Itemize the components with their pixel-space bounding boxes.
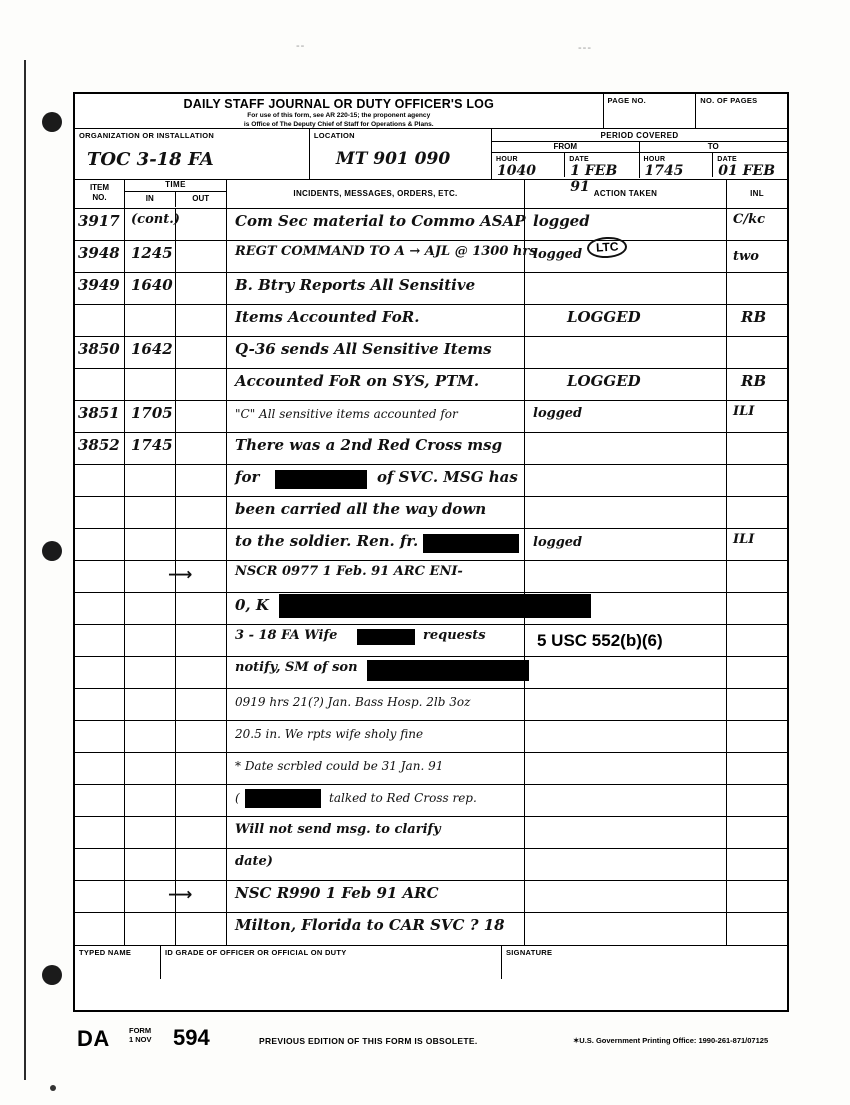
col-item-no	[75, 180, 125, 208]
scan-artifact-left: --	[296, 40, 306, 52]
redaction-bar	[367, 660, 529, 681]
redaction-bar	[245, 789, 321, 808]
table-row	[75, 689, 787, 721]
scan-edge-line	[24, 60, 26, 1080]
to-hour-value: 1745	[644, 163, 684, 179]
form-subtitle-1: For use of this form, see AR 220-15; the proponent agency	[247, 112, 431, 119]
col-incidents	[227, 180, 525, 208]
form-signature-band	[75, 945, 787, 979]
entry-incident: 0919 hrs 21(?) Jan. Bass Hosp. 2lb 3oz	[235, 695, 471, 709]
table-row	[75, 369, 787, 401]
da-form-594	[73, 92, 789, 1012]
entry-inl: ILI	[733, 532, 755, 547]
entry-item-no: 3852	[78, 436, 120, 454]
entry-incident: B. Btry Reports All Sensitive	[235, 276, 476, 294]
entry-incident: date)	[235, 854, 273, 869]
to-hour-cell	[640, 153, 714, 177]
entry-incident: * Date scrbled could be 31 Jan. 91	[235, 759, 444, 773]
punch-hole-middle	[42, 541, 62, 561]
period-from-block	[492, 142, 640, 195]
table-column-headers	[75, 179, 787, 209]
entry-incident-prefix: to the soldier. Ren. fr.	[235, 532, 419, 550]
col-incidents-label: INCIDENTS, MESSAGES, ORDERS, ETC.	[293, 189, 458, 198]
page-no-cell	[604, 94, 697, 128]
table-row	[75, 625, 787, 657]
punch-hole-top	[42, 112, 62, 132]
entry-action: LOGGED	[567, 372, 641, 390]
entry-inl: ILI	[733, 404, 755, 419]
table-row	[75, 209, 787, 241]
table-row	[75, 785, 787, 817]
table-row	[75, 497, 787, 529]
location-label: LOCATION	[313, 131, 355, 140]
entry-action: logged	[533, 212, 590, 230]
entry-incident: Q-36 sends All Sensitive Items	[235, 340, 492, 358]
entry-incident: REGT COMMAND TO A → AJL @ 1300 hrs	[235, 244, 537, 259]
table-row	[75, 881, 787, 913]
organization-label: ORGANIZATION OR INSTALLATION	[79, 131, 215, 140]
punch-hole-bottom	[42, 965, 62, 985]
table-row	[75, 433, 787, 465]
table-row	[75, 593, 787, 625]
table-row	[75, 305, 787, 337]
foia-exemption-stamp: 5 USC 552(b)(6)	[537, 631, 663, 650]
table-row	[75, 241, 787, 273]
table-row	[75, 529, 787, 561]
col-inl-label: INL	[750, 189, 764, 198]
entry-inl: two	[733, 249, 759, 264]
entry-incident: been carried all the way down	[235, 500, 487, 518]
from-hour-cell	[492, 153, 565, 177]
entry-action: LOGGED	[567, 308, 641, 326]
da-form-number: 594	[173, 1025, 210, 1050]
entry-incident: NSCR 0977 1 Feb. 91 ARC ENI-	[235, 564, 463, 579]
table-row	[75, 753, 787, 785]
entry-item-no: 3851	[78, 404, 120, 422]
col-inl	[727, 180, 787, 208]
location-cell	[310, 129, 492, 179]
entry-incident-suffix: talked to Red Cross rep.	[329, 791, 477, 805]
signature-cell	[502, 946, 787, 979]
period-to-block	[640, 142, 788, 178]
from-hour-value: 1040	[497, 163, 536, 179]
entry-incident-prefix: 0, K	[235, 596, 269, 614]
entry-incident: "C" All sensitive items accounted for	[235, 407, 458, 421]
entry-incident-prefix: (	[235, 791, 240, 805]
entry-inl: RB	[741, 372, 767, 390]
entry-incident: Milton, Florida to CAR SVC ? 18	[235, 916, 505, 934]
col-time	[125, 180, 227, 208]
table-row	[75, 273, 787, 305]
arrow-icon: ⟶	[168, 885, 193, 905]
col-item-no-line2: NO.	[92, 193, 107, 202]
da-form-line2: 1 NOV	[129, 1035, 152, 1044]
table-row	[75, 465, 787, 497]
grade-of-officer-cell	[161, 946, 502, 979]
entry-incident: Accounted FoR on SYS, PTM.	[235, 372, 480, 390]
table-row	[75, 849, 787, 881]
redaction-bar	[275, 470, 367, 489]
previous-edition-note: PREVIOUS EDITION OF THIS FORM IS OBSOLETE.	[259, 1036, 478, 1046]
entry-incident: Com Sec material to Commo ASAP	[235, 212, 526, 230]
entry-action: logged	[533, 406, 583, 421]
entry-incident-prefix: notify, SM of son	[235, 660, 358, 675]
period-to-label: TO	[640, 142, 788, 153]
entry-incident-suffix: of SVC. MSG has	[377, 468, 518, 486]
form-bottom-legend	[73, 1020, 789, 1060]
scan-artifact-right: ---	[578, 42, 592, 54]
redaction-bar	[423, 534, 519, 553]
entry-action: logged	[533, 535, 583, 550]
page-no-label: PAGE NO.	[607, 96, 647, 105]
entry-time-in: 1745	[131, 436, 173, 454]
table-row	[75, 657, 787, 689]
typed-name-label: TYPED NAME	[79, 948, 132, 957]
entry-incident-suffix: requests	[423, 628, 486, 643]
entry-incident-prefix: 3 - 18 FA Wife	[235, 628, 338, 643]
entry-time-in: 1705	[131, 404, 173, 422]
to-date-cell	[713, 153, 787, 177]
redaction-bar	[357, 629, 415, 645]
form-subtitle-2: is Office of The Deputy Chief of Staff for Operations & Plans.	[243, 120, 434, 128]
da-form-line1: FORM	[129, 1026, 152, 1035]
col-time-label: TIME	[125, 180, 226, 192]
col-action-taken-label: ACTION TAKEN	[593, 189, 658, 198]
table-row	[75, 401, 787, 433]
table-row	[75, 817, 787, 849]
entry-time-in: 1642	[131, 340, 173, 358]
entry-incident: 20.5 in. We rpts wife sholy fine	[235, 727, 424, 741]
entry-incident: Will not send msg. to clarify	[235, 822, 441, 837]
da-form-label	[129, 1026, 152, 1044]
entry-item-no: 3948	[78, 244, 120, 262]
table-row	[75, 913, 787, 945]
entry-incident: There was a 2nd Red Cross msg	[235, 436, 503, 454]
entry-item-no: 3850	[78, 340, 120, 358]
gpo-imprint: ✶U.S. Government Printing Office: 1990-261-871/07125	[573, 1036, 769, 1045]
col-time-out: OUT	[192, 194, 210, 203]
period-covered-label: PERIOD COVERED	[492, 129, 787, 142]
form-header-band	[75, 94, 787, 128]
to-date-label: DATE	[717, 156, 737, 163]
col-item-no-line1: ITEM	[89, 183, 110, 192]
organization-cell	[75, 129, 310, 179]
col-time-in: IN	[125, 192, 176, 207]
entry-item-no: 3949	[78, 276, 120, 294]
entry-item-no: 3917	[78, 212, 120, 230]
form-title: DAILY STAFF JOURNAL OR DUTY OFFICER'S LOG	[183, 97, 495, 111]
to-hour-label: HOUR	[643, 156, 666, 163]
redaction-bar	[279, 594, 591, 618]
log-entries-table	[75, 209, 787, 945]
entry-inl: RB	[741, 308, 767, 326]
entry-incident-prefix: for	[235, 468, 260, 486]
entry-time-in: 1640	[131, 276, 173, 294]
entry-incident: Items Accounted FoR.	[235, 308, 420, 326]
period-from-label: FROM	[492, 142, 639, 153]
from-date-cell	[565, 153, 638, 195]
entry-inl: C/kc	[733, 212, 766, 227]
from-date-label: DATE	[569, 156, 589, 163]
entry-incident: NSC R990 1 Feb 91 ARC	[235, 884, 439, 902]
da-label: DA	[77, 1026, 110, 1051]
entry-time-in: (cont.)	[131, 212, 180, 227]
from-date-value: 1 FEB 91	[570, 163, 618, 195]
table-row	[75, 721, 787, 753]
table-row	[75, 561, 787, 593]
grade-of-officer-label: ID GRADE OF OFFICER OR OFFICIAL ON DUTY	[165, 948, 347, 957]
location-value: MT 901 090	[335, 149, 451, 169]
signature-label: SIGNATURE	[506, 948, 553, 957]
col-action-taken	[525, 180, 727, 208]
table-row	[75, 337, 787, 369]
typed-name-cell	[75, 946, 161, 979]
entry-action: logged	[533, 247, 583, 262]
organization-value: TOC 3-18 FA	[87, 149, 214, 170]
to-date-value: 01 FEB	[718, 163, 776, 179]
scan-speck	[50, 1085, 56, 1091]
no-of-pages-cell	[696, 94, 787, 128]
circled-ltc-annotation: LTC	[586, 236, 627, 259]
form-title-block	[75, 94, 604, 128]
no-of-pages-label: NO. OF PAGES	[700, 96, 758, 105]
from-hour-label: HOUR	[496, 156, 518, 163]
entry-time-in: 1245	[131, 244, 173, 262]
arrow-icon: ⟶	[168, 565, 193, 585]
